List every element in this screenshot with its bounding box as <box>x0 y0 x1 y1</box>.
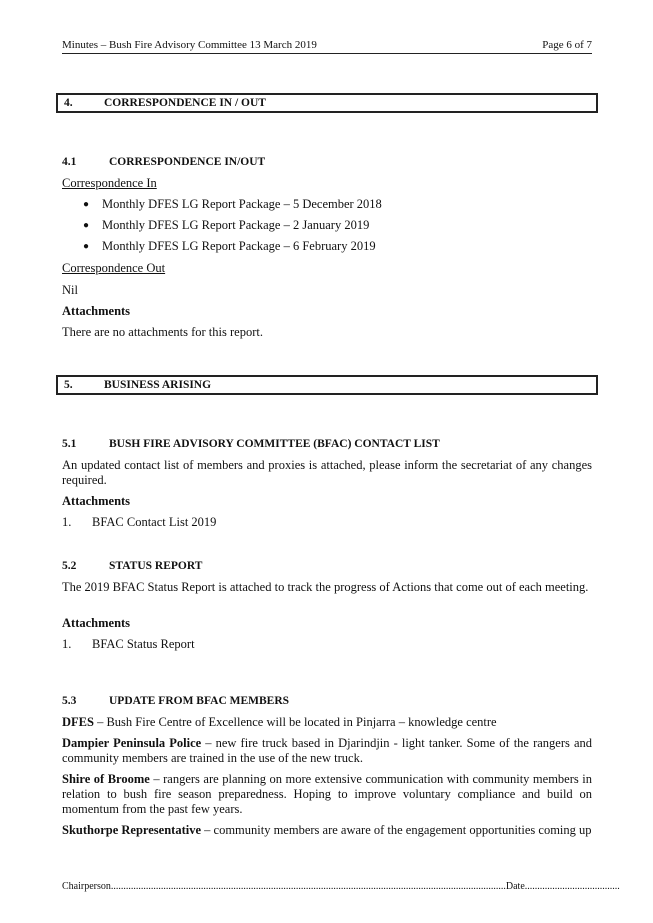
attachments-label: Attachments <box>62 616 131 630</box>
correspondence-out-value: Nil <box>62 283 78 297</box>
subsection-title: STATUS REPORT <box>109 560 203 572</box>
chairperson-label: Chairperson <box>62 881 111 892</box>
subsection-number: 5.1 <box>62 438 77 450</box>
member-update: Skuthorpe Representative – community members are aware of the engagement opportunities coming up <box>62 823 592 837</box>
subsection-title: BUSH FIRE ADVISORY COMMITTEE (BFAC) CONTACT LIST <box>109 438 440 450</box>
member-org: DFES <box>62 715 94 729</box>
subsection-number: 5.3 <box>62 695 77 707</box>
bullet-icon: ● <box>83 220 90 231</box>
subsection-5-3-heading <box>62 694 289 708</box>
subsection-5-1-heading <box>62 437 440 451</box>
member-update: DFES – Bush Fire Centre of Excellence will be located in Pinjarra – knowledge centre <box>62 715 497 729</box>
member-org: Skuthorpe Representative <box>62 823 202 837</box>
subsection-4-1-heading <box>62 155 265 169</box>
attachment-item: 1. BFAC Status Report <box>62 637 195 651</box>
member-update: Dampier Peninsula Police – new fire truck based in Djarindjin - light tanker. Some of the rangers and community members are trained in the use of the new truck. <box>62 736 592 765</box>
subsection-5-2-heading <box>62 559 202 573</box>
member-org: Shire of Broome <box>62 772 150 786</box>
subsection-number: 5.2 <box>62 560 77 572</box>
dotted-leader: ...................................... <box>524 881 620 892</box>
dotted-leader: .............................................................................................................................................................. <box>110 881 506 892</box>
section-5-heading <box>56 375 598 395</box>
bullet-icon: ● <box>83 199 90 210</box>
section-4-heading <box>56 93 598 113</box>
signature-line <box>62 881 620 893</box>
subsection-title: UPDATE FROM BFAC MEMBERS <box>109 695 290 707</box>
correspondence-out-label: Correspondence Out <box>62 261 166 275</box>
attachments-label: Attachments <box>62 494 131 508</box>
bullet-icon: ● <box>83 241 90 252</box>
attachments-label: Attachments <box>62 304 131 318</box>
page-number: Page 6 of 7 <box>542 39 592 51</box>
member-update: Shire of Broome – rangers are planning on more extensive communication with community members in relation to bush fire season preparedness. Hoping to improve voluntary compliance and build on momentum from the past few years. <box>62 772 592 816</box>
list-item: ● Monthly DFES LG Report Package – 6 February 2019 <box>83 239 376 253</box>
section-number: 5. <box>64 379 73 391</box>
paragraph: An updated contact list of members and proxies is attached, please inform the secretariat of any changes required. <box>62 458 592 487</box>
section-title: BUSINESS ARISING <box>104 379 212 391</box>
list-item: ● Monthly DFES LG Report Package – 5 December 2018 <box>83 197 382 211</box>
attachments-text: There are no attachments for this report. <box>62 325 263 339</box>
section-title: CORRESPONDENCE IN / OUT <box>104 97 266 109</box>
page-header <box>62 38 592 54</box>
member-org: Dampier Peninsula Police <box>62 736 202 750</box>
section-number: 4. <box>64 97 73 109</box>
attachment-item: 1. BFAC Contact List 2019 <box>62 515 217 529</box>
subsection-title: CORRESPONDENCE IN/OUT <box>109 156 266 168</box>
correspondence-in-label: Correspondence In <box>62 176 157 190</box>
header-title: Minutes – Bush Fire Advisory Committee 13 March 2019 <box>62 39 317 51</box>
paragraph: The 2019 BFAC Status Report is attached to track the progress of Actions that come out of each meeting. <box>62 580 589 594</box>
subsection-number: 4.1 <box>62 156 77 168</box>
date-label: Date <box>505 881 525 892</box>
list-item: ● Monthly DFES LG Report Package – 2 January 2019 <box>83 218 370 232</box>
